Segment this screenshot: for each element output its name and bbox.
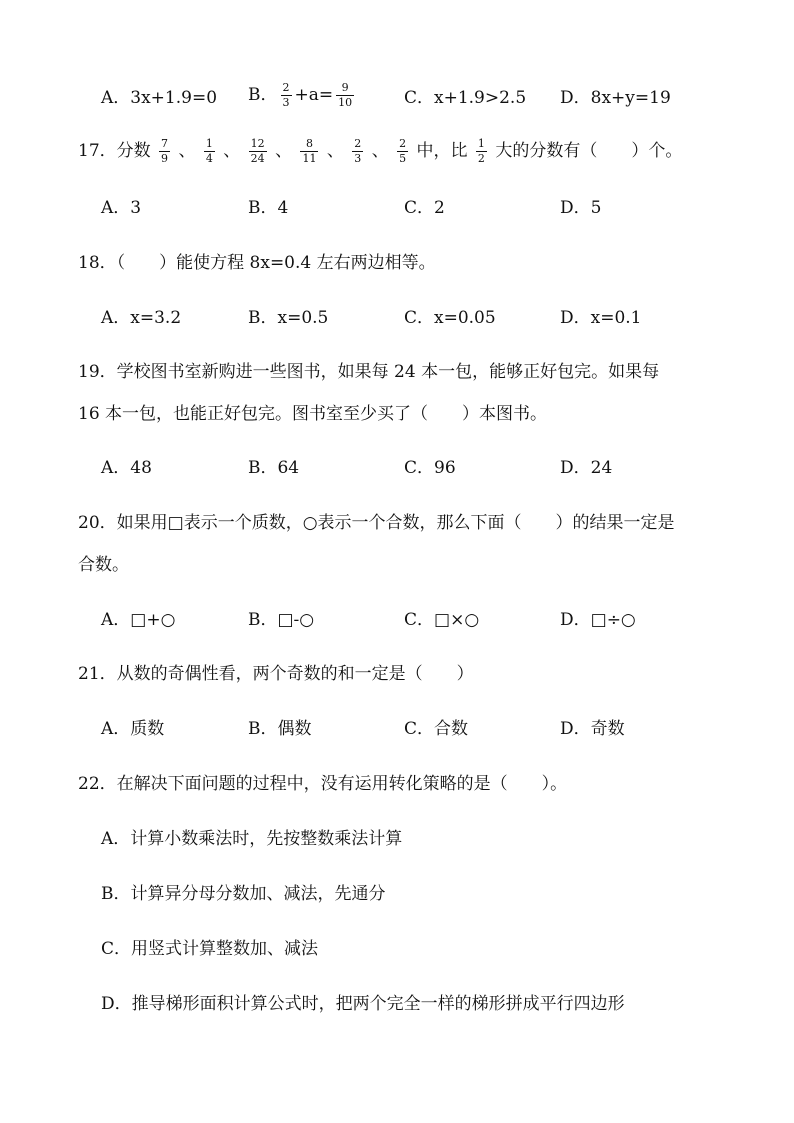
q20-option-a: A．□+○ bbox=[101, 610, 176, 630]
q18-question: 18．（ ）能使方程 8x=0.4 左右两边相等。 bbox=[78, 253, 436, 273]
q21-option-c: C．合数 bbox=[404, 719, 469, 739]
q19-option-d: D．24 bbox=[560, 458, 613, 478]
q18-option-b: B．x=0.5 bbox=[248, 308, 329, 328]
fraction: $\frac{12}{24}$ bbox=[250, 137, 265, 165]
q19-question-line2: 16 本一包，也能正好包完。图书室至少买了（ ）本图书。 bbox=[78, 404, 548, 424]
q20-option-d: D．□÷○ bbox=[560, 610, 636, 630]
q22-option-a: A．计算小数乘法时，先按整数乘法计算 bbox=[101, 829, 403, 849]
q17-option-a: A．3 bbox=[101, 198, 142, 218]
q18-option-d: D．x=0.1 bbox=[560, 308, 642, 328]
q20-question-line1: 20．如果用□表示一个质数，○表示一个合数，那么下面（ ）的结果一定是 bbox=[78, 513, 675, 533]
q16-option-c: C．x+1.9>2.5 bbox=[404, 88, 527, 108]
q16-option-a: A．3x+1.9=0 bbox=[101, 88, 218, 108]
q17-suffix: 大的分数有（ ）个。 bbox=[495, 141, 683, 161]
q17-option-d: D．5 bbox=[560, 198, 602, 218]
q17-option-b: B．4 bbox=[248, 198, 289, 218]
q16-option-b bbox=[248, 80, 357, 110]
separator: 、 bbox=[326, 141, 344, 161]
q19-option-a: A．48 bbox=[101, 458, 152, 478]
q16-option-b-prefix: B． bbox=[248, 85, 278, 105]
q21-option-a: A．质数 bbox=[101, 719, 165, 739]
fraction: $\frac{9}{10}$ bbox=[338, 81, 353, 109]
q20-question-line2: 合数。 bbox=[78, 555, 129, 575]
q21-option-b: B．偶数 bbox=[248, 719, 312, 739]
q18-option-c: C．x=0.05 bbox=[404, 308, 496, 328]
q22-option-c: C．用竖式计算整数加、减法 bbox=[101, 939, 319, 959]
fraction: $\frac{2}{5}$ bbox=[399, 137, 407, 165]
q21-question: 21．从数的奇偶性看，两个奇数的和一定是（ ） bbox=[78, 664, 474, 684]
q16-option-d: D．8x+y=19 bbox=[560, 88, 671, 108]
q22-option-b: B．计算异分母分数加、减法，先通分 bbox=[101, 884, 386, 904]
fraction: $\frac{2}{3}$ bbox=[282, 81, 290, 109]
q17-mid-text: 中，比 bbox=[416, 141, 468, 161]
separator: 、 bbox=[371, 141, 389, 161]
q17-option-c: C．2 bbox=[404, 198, 445, 218]
q16-option-b-mid: +a= bbox=[294, 85, 334, 105]
separator: 、 bbox=[178, 141, 196, 161]
q19-option-c: C．96 bbox=[404, 458, 456, 478]
q20-option-b: B．□-○ bbox=[248, 610, 315, 630]
fraction: $\frac{1}{2}$ bbox=[477, 137, 485, 165]
fraction: $\frac{1}{4}$ bbox=[205, 137, 213, 165]
q19-question-line1: 19．学校图书室新购进一些图书，如果每 24 本一包，能够正好包完。如果每 bbox=[78, 362, 660, 382]
q21-option-d: D．奇数 bbox=[560, 719, 625, 739]
q17-question bbox=[78, 136, 682, 166]
fraction: $\frac{2}{3}$ bbox=[354, 137, 362, 165]
q22-question: 22．在解决下面问题的过程中，没有运用转化策略的是（ ）。 bbox=[78, 774, 568, 794]
separator: 、 bbox=[275, 141, 293, 161]
q22-option-d: D．推导梯形面积计算公式时，把两个完全一样的梯形拼成平行四边形 bbox=[101, 994, 625, 1014]
q20-option-c: C．□×○ bbox=[404, 610, 480, 630]
fraction: $\frac{8}{11}$ bbox=[302, 137, 317, 165]
q17-prefix: 17．分数 bbox=[78, 141, 151, 161]
fraction: $\frac{7}{9}$ bbox=[161, 137, 169, 165]
q18-option-a: A．x=3.2 bbox=[101, 308, 182, 328]
separator: 、 bbox=[223, 141, 241, 161]
q19-option-b: B．64 bbox=[248, 458, 300, 478]
